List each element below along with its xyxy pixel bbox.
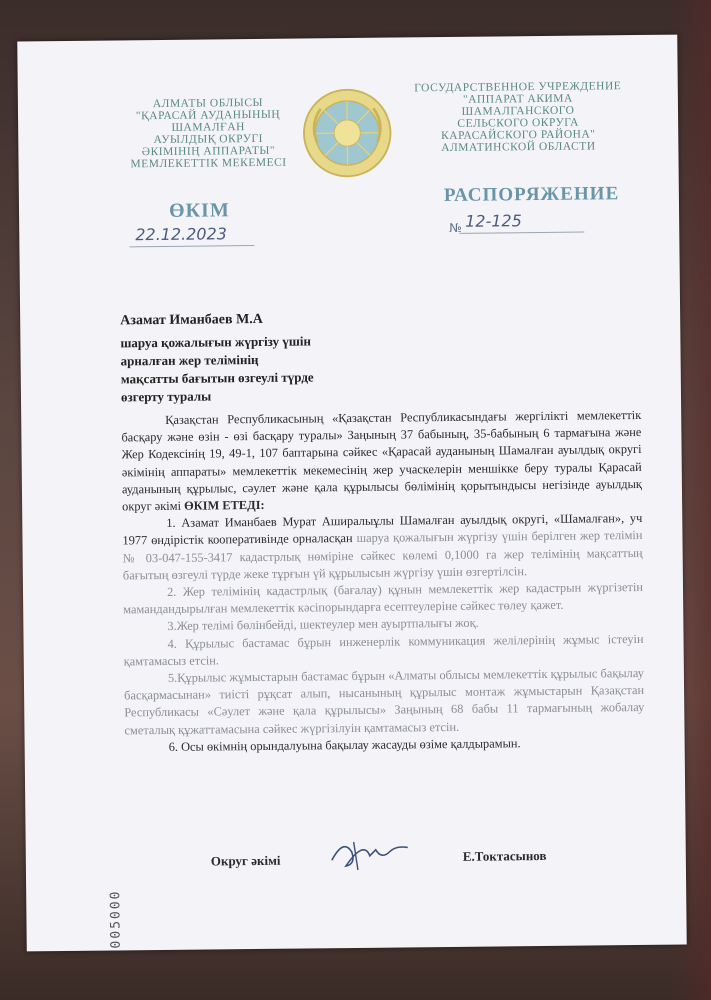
number-field (459, 212, 584, 234)
number-value: 12-125 (465, 211, 522, 231)
header-left-line: ӘКІМІНІҢ АППАРАТЫ" (141, 144, 276, 159)
header-left-block (88, 96, 329, 171)
serial-number: 005000 (108, 889, 124, 949)
number-prefix: № (449, 220, 462, 235)
signer-role: Округ әкімі (210, 852, 281, 869)
handwritten-signature-icon (324, 829, 415, 880)
subject-line: өзгерту туралы (120, 388, 212, 405)
date-value: 22.12.2023 (135, 224, 227, 245)
header-right-line: ШАМАЛГАНСКОГО (461, 104, 575, 118)
header-left-line: "ҚАРАСАЙ АУДАНЫНЫҢ (135, 108, 281, 123)
order-title-kz: ӨКІМ (168, 199, 230, 222)
signature-block (26, 841, 686, 888)
body-intro (121, 407, 642, 516)
header-left-line: АУЫЛДЫҚ ОКРУГІ (153, 132, 264, 147)
subject-block (120, 309, 421, 406)
body-intro-text: Қазақстан Республикасының «Қазақстан Республикасындағы жергілікті мемлекеттік басқару және өзін - өзі басқару туралы» Заңының 37 бабының, 35-бабының 6 тармағына және Жер Кодексінің 19, 49-1, 107 баптарына сәйкес «Қарасай ауданының Шамалған ауылдық округі әкімінің аппараты» мемлекеттік мекемесінің жер учаскелерін меншікке беру туралы Қарасай ауданының құрылыс, сәулет және қала құрылысы бөлімінің қорытындысы негізінде ауылдық округ әкімі (121, 407, 642, 514)
subject-line: арналған жер телімінің (120, 351, 259, 369)
header-right-line: ГОСУДАРСТВЕННОЕ УЧРЕЖДЕНИЕ (414, 80, 622, 95)
header-right-line: АЛМАТИНСКОЙ ОБЛАСТИ (441, 140, 596, 155)
order-title-ru: РАСПОРЯЖЕНИЕ (443, 183, 620, 207)
body-item-6: 6. Осы өкімнің орындалуына бақылау жасауды өзіме қалдырамын. (168, 736, 521, 754)
subject-line: мақсатты бағытын өзгеулі түрде (120, 369, 314, 387)
body-intro-bold: ӨКІМ ЕТЕДІ: (184, 497, 265, 513)
body-item-1-a: 1. Азамат Иманбаев Мурат Аширалыұлы Шамалған ауылдық округі, «Шамалған», уч 1977 өндірістік кооперативінде орналасқан (122, 511, 643, 548)
header-left-line: АЛМАТЫ ОБЛЫСЫ (152, 96, 264, 111)
subject-line: шаруа қожалығын жүргізу үшін (120, 333, 311, 351)
header-right-line: "АППАРАТ АКИМА (462, 92, 573, 106)
body-item-5: 5.Құрылыс жұмыстарын бастамас бұрын «Алматы облысы мемлекеттік құрылыс бақылау басқармасынан» тиісті рұқсат алып, нысанының құрылыс монтаж жұмыстарын Қазақстан Республикасы «Сәулет және қала құрылысы» Заңының 68 бабы 11 тармағының жобалау сметалық құжаттамасына сәйкес жүргізілуін қамтамасыз етсін. (124, 666, 645, 738)
body-item-4: 4. Құрылыс бастамас бұрын инженерлік коммуникация желілерінің жұмыс істеуін қамтамасыз етсін. (123, 631, 644, 669)
header-left-line: МЕМЛЕКЕТТІК МЕКЕМЕСІ (130, 156, 287, 171)
body-item-1-b: шаруа қожалығын жүргізу үшін берілген жер телімін № 03-047-155-3417 кадастрлық нөміріне сәйкес көлемі 0,1000 га жер телімінің мақсаттың бағытың өзгеулі түрде жеке тұрғын үй құрылысын жүргізу үшін өзгертілсін. (122, 528, 643, 583)
signer-name: Е.Токтасынов (462, 847, 547, 864)
date-field (129, 225, 254, 247)
header-right-line: СЕЛЬСКОГО ОКРУГА (457, 116, 579, 130)
body-item-3: 3.Жер телімі бөлінбейді, шектеулер мен ауыртпалығы жоқ. (167, 616, 479, 634)
state-emblem-icon (300, 86, 395, 181)
header-right-line: КАРАСАЙСКОГО РАЙОНА" (441, 128, 596, 143)
document-body (121, 407, 645, 756)
body-item-2: 2. Жер телімінің кадастрлық (бағалау) құнын мемлекеттік жер кадастрын жүргізетін мамандандырылған мемлекеттік кәсіпорындарға есептеулеріне сәйкес төлеу қажет. (123, 579, 644, 617)
header-right-block (403, 80, 634, 154)
document-page (17, 35, 686, 952)
body-item-1 (122, 510, 643, 584)
subject-name: Азамат Иманбаев М.А (120, 311, 263, 329)
header-left-line: ШАМАЛҒАН (171, 121, 245, 134)
